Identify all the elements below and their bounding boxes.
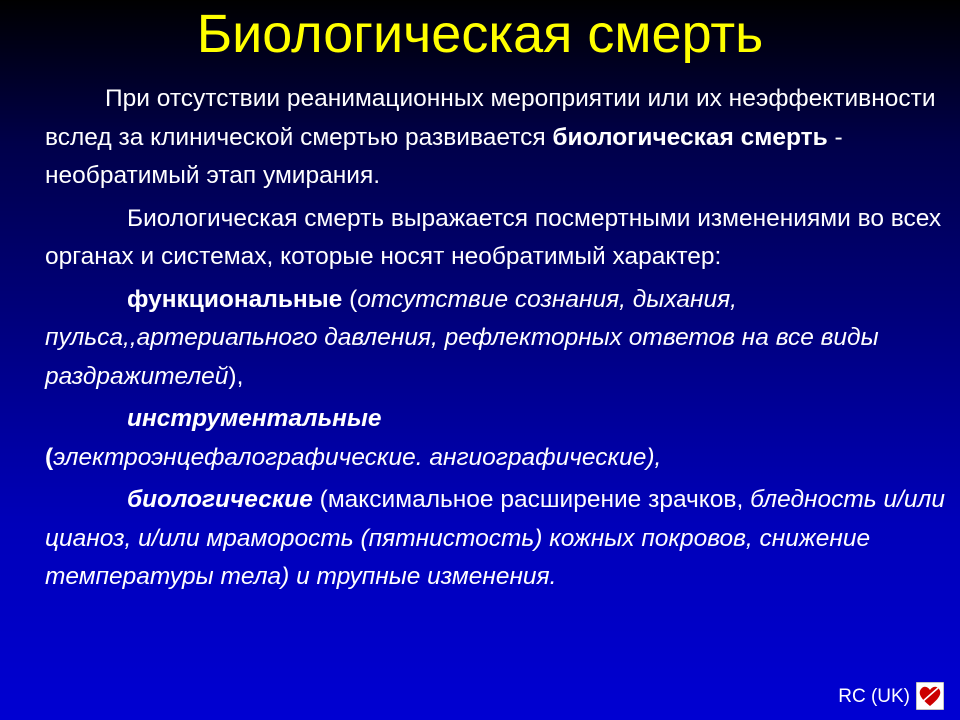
instrumental-close-paren: ),: [646, 443, 662, 471]
functional-term: функциональные: [127, 285, 343, 313]
slide-title: Биологическая смерть: [196, 4, 764, 64]
heart-logo-icon: [916, 682, 944, 710]
instrumental-term: инструментальные: [127, 405, 382, 432]
definition-term: биологическая смерть: [552, 123, 828, 151]
definition-text-start: При отсутствии реанимационных мероприятии или их неэффективности вслед за клинической смертью развивается: [45, 85, 936, 151]
functional-signs: отсутствие сознания, дыхания, пульса,,артериапьного давления, рефлекторных ответов на все виды раздражителей: [45, 285, 879, 390]
slide-body: [45, 80, 950, 601]
definition-text-end: - необратимый этап умирания.: [45, 123, 843, 189]
manifestation-text: Биологическая смерть выражается посмертными изменениями во всех органах и системах, которые носят необратимый характер:: [45, 204, 942, 270]
functional-close-paren: ),: [228, 362, 244, 390]
biological-text: (максимальное расширение зрачков,: [312, 486, 751, 513]
biological-term: биологические: [127, 486, 313, 513]
paragraph-manifestation: [45, 200, 950, 277]
instrumental-signs: электроэнцефалографические. ангиографические: [53, 443, 647, 471]
functional-open-paren: (: [342, 285, 358, 313]
paragraph-functional: [45, 281, 950, 397]
paragraph-biological: [45, 481, 950, 597]
paragraph-definition: [45, 80, 950, 196]
footer-credit: RC (UK): [838, 686, 910, 707]
paragraph-instrumental: [45, 400, 950, 477]
biological-signs: бледность и/или цианоз, и/или мраморость (пятнистость) кожных покровов, снижение температуры тела) и трупные изменения.: [45, 486, 945, 590]
instrumental-open-paren: (: [45, 443, 54, 471]
